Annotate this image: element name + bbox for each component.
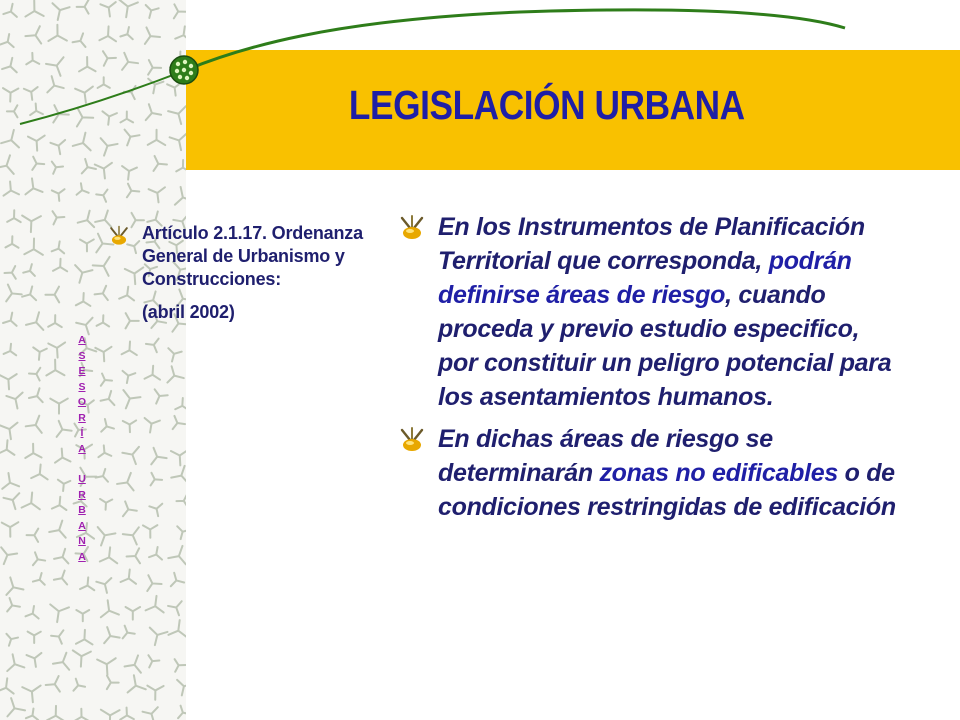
pattern-glyph xyxy=(77,183,89,195)
pattern-glyph xyxy=(76,630,92,645)
pattern-glyph xyxy=(120,708,134,720)
pattern-glyph xyxy=(46,57,64,76)
pattern-glyph xyxy=(101,138,118,155)
paragraph-risk-areas xyxy=(438,210,898,414)
pattern-glyph xyxy=(24,239,43,255)
pattern-glyph xyxy=(48,342,65,357)
pattern-glyph xyxy=(7,654,24,671)
side-letter: S xyxy=(78,349,86,362)
pattern-glyph xyxy=(48,25,67,41)
pattern-glyph xyxy=(147,575,161,591)
pattern-glyph xyxy=(175,659,186,672)
pattern-glyph xyxy=(145,418,160,433)
pattern-glyph xyxy=(175,26,186,40)
pattern-glyph xyxy=(100,499,112,510)
pattern-glyph xyxy=(175,187,186,205)
side-letter: N xyxy=(78,535,86,547)
pattern-glyph xyxy=(52,211,64,224)
pattern-glyph xyxy=(28,632,41,643)
pattern-glyph xyxy=(171,450,186,465)
pattern-glyph xyxy=(171,466,186,483)
pattern-glyph xyxy=(168,546,186,564)
pattern-glyph xyxy=(3,182,19,196)
pattern-glyph xyxy=(25,178,42,194)
item-text xyxy=(142,222,378,324)
pattern-glyph xyxy=(26,53,39,64)
pattern-glyph xyxy=(123,527,139,544)
pattern-glyph xyxy=(96,469,108,482)
pattern-glyph xyxy=(155,389,168,403)
pattern-glyph xyxy=(151,473,163,486)
pattern-glyph xyxy=(98,527,116,545)
pattern-glyph xyxy=(176,160,186,172)
text-run: o de condiciones restringidas de edificación xyxy=(438,459,896,521)
pattern-glyph xyxy=(52,162,63,174)
pattern-glyph xyxy=(3,4,17,17)
pattern-glyph xyxy=(50,604,69,622)
pattern-glyph xyxy=(3,313,17,326)
pattern-glyph xyxy=(98,77,110,88)
pattern-glyph xyxy=(144,366,160,380)
pattern-glyph xyxy=(26,606,39,619)
pattern-glyph xyxy=(22,286,36,300)
article-date: (abril 2002) xyxy=(142,302,235,322)
pattern-glyph xyxy=(103,51,116,66)
pattern-glyph xyxy=(127,184,139,198)
pattern-glyph xyxy=(32,157,44,170)
pattern-glyph xyxy=(174,4,186,18)
side-letter: U xyxy=(78,473,86,485)
article-source: Ordenanza General de Urbanismo y Construcciones: xyxy=(142,223,363,289)
pattern-glyph xyxy=(73,679,85,691)
pattern-glyph xyxy=(52,189,65,201)
pattern-glyph xyxy=(52,241,65,253)
pattern-glyph xyxy=(75,265,92,283)
pattern-glyph xyxy=(120,112,133,123)
pattern-glyph xyxy=(76,318,92,335)
pattern-glyph xyxy=(76,293,91,306)
side-label xyxy=(70,333,94,565)
pattern-glyph xyxy=(1,547,17,564)
pattern-glyph xyxy=(126,607,141,620)
pattern-glyph xyxy=(101,600,119,617)
pattern-glyph xyxy=(6,634,18,646)
pattern-glyph xyxy=(176,494,186,507)
pattern-glyph xyxy=(77,108,93,127)
pattern-glyph xyxy=(22,686,40,703)
pattern-glyph xyxy=(123,626,135,639)
pattern-glyph xyxy=(52,497,67,510)
side-letter: Í xyxy=(80,427,84,439)
pattern-glyph xyxy=(148,655,159,667)
pattern-glyph xyxy=(22,216,41,233)
pattern-glyph xyxy=(95,163,112,179)
pattern-glyph xyxy=(80,577,94,590)
pattern-glyph xyxy=(2,473,19,489)
pattern-glyph xyxy=(128,675,146,692)
article-heading xyxy=(142,222,378,291)
pattern-glyph xyxy=(7,105,18,117)
pattern-glyph xyxy=(101,374,112,386)
pattern-glyph xyxy=(168,348,181,361)
pattern-glyph xyxy=(173,416,185,429)
pattern-glyph xyxy=(54,549,68,564)
pattern-glyph xyxy=(101,419,114,432)
pattern-glyph xyxy=(168,106,186,124)
side-letter: A xyxy=(78,442,86,455)
pattern-glyph xyxy=(167,366,183,382)
pattern-glyph xyxy=(76,610,89,621)
pattern-glyph xyxy=(33,552,45,565)
pattern-glyph xyxy=(123,390,140,408)
pattern-glyph xyxy=(99,26,116,41)
pattern-glyph xyxy=(170,51,186,68)
pattern-glyph xyxy=(117,473,133,490)
pattern-glyph xyxy=(47,76,63,92)
pattern-glyph xyxy=(73,133,91,151)
pattern-glyph xyxy=(120,27,132,39)
pattern-glyph xyxy=(0,374,17,389)
pattern-glyph xyxy=(146,104,161,120)
pattern-glyph xyxy=(146,5,159,18)
pattern-glyph xyxy=(177,526,186,539)
article-number: Artículo 2.1.17. xyxy=(142,223,267,243)
pattern-glyph xyxy=(47,706,64,720)
pattern-glyph xyxy=(121,570,136,584)
pattern-glyph xyxy=(143,707,158,720)
bullet-icon xyxy=(398,214,426,242)
side-letter: O xyxy=(77,396,87,408)
pattern-glyph xyxy=(148,130,166,145)
pattern-glyph xyxy=(53,105,69,122)
pattern-glyph xyxy=(23,264,35,276)
pattern-glyph xyxy=(122,166,137,180)
pattern-glyph xyxy=(26,312,43,330)
pattern-glyph xyxy=(73,650,91,666)
left-column xyxy=(108,222,378,324)
pattern-glyph xyxy=(7,210,21,222)
pattern-glyph xyxy=(125,130,140,146)
pattern-glyph xyxy=(53,259,67,272)
pattern-glyph xyxy=(143,525,158,538)
pattern-glyph xyxy=(31,465,48,480)
pattern-glyph xyxy=(95,286,108,300)
pattern-glyph xyxy=(26,416,42,433)
list-item xyxy=(108,222,378,324)
side-letter: S xyxy=(78,380,86,393)
pattern-glyph xyxy=(48,315,62,327)
pattern-glyph xyxy=(0,678,14,693)
pattern-glyph xyxy=(54,571,67,585)
pattern-glyph xyxy=(77,0,89,14)
pattern-glyph xyxy=(123,501,137,516)
pattern-glyph xyxy=(178,706,186,718)
pattern-glyph xyxy=(24,87,38,100)
pattern-glyph xyxy=(98,445,111,457)
pattern-glyph xyxy=(97,658,116,675)
pattern-glyph xyxy=(55,449,71,463)
pattern-glyph xyxy=(45,287,59,303)
pattern-glyph xyxy=(104,627,119,643)
pattern-glyph xyxy=(53,653,69,670)
pattern-glyph xyxy=(2,522,19,537)
side-letter: A xyxy=(78,550,86,563)
pattern-glyph xyxy=(5,266,16,279)
list-item xyxy=(398,422,898,524)
side-letter: R xyxy=(78,411,86,424)
pattern-glyph xyxy=(168,620,186,637)
pattern-glyph xyxy=(145,27,160,43)
right-column xyxy=(398,210,898,524)
pattern-glyph xyxy=(33,347,47,359)
pattern-glyph xyxy=(3,493,19,509)
pattern-glyph xyxy=(0,34,13,47)
pattern-glyph xyxy=(80,239,94,251)
text-run: En los Instrumentos de Planificación Territorial que corresponda, xyxy=(438,213,865,275)
pattern-glyph xyxy=(153,156,166,171)
pattern-glyph xyxy=(52,3,69,20)
pattern-glyph xyxy=(27,529,39,542)
pattern-glyph xyxy=(96,190,107,202)
side-letter: A xyxy=(78,519,86,532)
pattern-glyph xyxy=(5,236,18,247)
paragraph-non-buildable xyxy=(438,422,898,524)
pattern-glyph xyxy=(122,53,138,70)
pattern-glyph xyxy=(46,360,64,376)
pattern-glyph xyxy=(151,448,166,465)
text-run: En dichas áreas de riesgo se determinarán xyxy=(438,425,773,487)
pattern-glyph xyxy=(177,680,186,695)
pattern-glyph xyxy=(119,0,138,17)
pattern-glyph xyxy=(29,388,43,402)
pattern-glyph xyxy=(149,547,162,560)
side-letter: A xyxy=(78,334,86,346)
pattern-glyph xyxy=(146,339,159,353)
pattern-glyph xyxy=(96,578,111,593)
pattern-glyph xyxy=(101,391,115,405)
pattern-glyph xyxy=(7,698,25,716)
pattern-glyph xyxy=(3,88,18,102)
pattern-glyph xyxy=(124,86,136,99)
pattern-glyph xyxy=(123,371,136,383)
pattern-glyph xyxy=(73,33,86,47)
pattern-glyph xyxy=(100,2,115,16)
pattern-glyph xyxy=(1,130,19,148)
pattern-glyph xyxy=(49,521,65,538)
pattern-glyph xyxy=(25,444,41,458)
pattern-glyph xyxy=(78,211,94,227)
pattern-glyph xyxy=(6,577,23,594)
pattern-glyph xyxy=(123,420,136,432)
pattern-glyph xyxy=(58,480,70,491)
pattern-glyph xyxy=(150,628,168,646)
pattern-glyph xyxy=(95,347,111,362)
pattern-glyph xyxy=(28,136,45,151)
pattern-glyph xyxy=(102,111,117,124)
pattern-glyph xyxy=(171,573,184,587)
pattern-glyph xyxy=(149,187,165,202)
pattern-glyph xyxy=(25,1,43,17)
pattern-glyph xyxy=(46,676,60,692)
pattern-glyph xyxy=(50,140,65,154)
pattern-glyph xyxy=(25,26,41,43)
list-item xyxy=(398,210,898,414)
pattern-glyph xyxy=(79,57,96,71)
pattern-glyph xyxy=(30,103,43,115)
pattern-glyph xyxy=(50,399,67,414)
pattern-glyph xyxy=(175,398,186,410)
pattern-glyph xyxy=(122,342,137,356)
pattern-glyph xyxy=(148,79,163,94)
pattern-glyph xyxy=(7,598,20,611)
side-letter: R xyxy=(78,488,86,501)
pattern-glyph xyxy=(125,655,141,672)
pattern-glyph xyxy=(0,155,14,174)
pattern-glyph xyxy=(29,368,40,381)
pattern-glyph xyxy=(6,393,22,409)
pattern-glyph xyxy=(100,547,117,563)
pattern-glyph xyxy=(146,596,164,613)
side-letter: E xyxy=(78,365,86,377)
highlight-text: zonas no edificables xyxy=(599,459,838,487)
pattern-glyph xyxy=(168,601,182,615)
pattern-glyph xyxy=(167,83,181,96)
pattern-glyph xyxy=(6,284,22,301)
pattern-glyph xyxy=(27,653,42,667)
pattern-glyph xyxy=(82,159,96,173)
pattern-glyph xyxy=(127,548,140,563)
pattern-glyph xyxy=(75,87,93,103)
bullet-icon xyxy=(398,426,426,454)
pattern-glyph xyxy=(51,630,63,643)
pattern-glyph xyxy=(33,573,45,585)
pattern-glyph xyxy=(148,60,161,75)
pattern-glyph xyxy=(4,344,17,356)
text-run: , cuando proceda y previo estudio especifico, por constituir un peligro potencial para los asentamientos humanos. xyxy=(438,281,892,411)
side-letter: B xyxy=(78,504,86,516)
pattern-glyph xyxy=(170,134,186,150)
pattern-glyph xyxy=(147,686,163,700)
pattern-glyph xyxy=(0,440,14,455)
pattern-glyph xyxy=(2,58,17,73)
bullet-icon xyxy=(108,225,130,247)
pattern-glyph xyxy=(149,504,162,516)
pattern-glyph xyxy=(107,676,119,690)
pattern-glyph xyxy=(26,709,38,720)
pattern-glyph xyxy=(22,493,40,510)
pattern-glyph xyxy=(101,710,120,720)
pattern-glyph xyxy=(122,447,139,464)
highlight-text: podrán definirse áreas de riesgo xyxy=(438,247,852,309)
pattern-glyph xyxy=(0,423,17,440)
page-title: LEGISLACIÓN URBANA xyxy=(348,82,745,128)
pattern-glyph xyxy=(75,709,89,720)
